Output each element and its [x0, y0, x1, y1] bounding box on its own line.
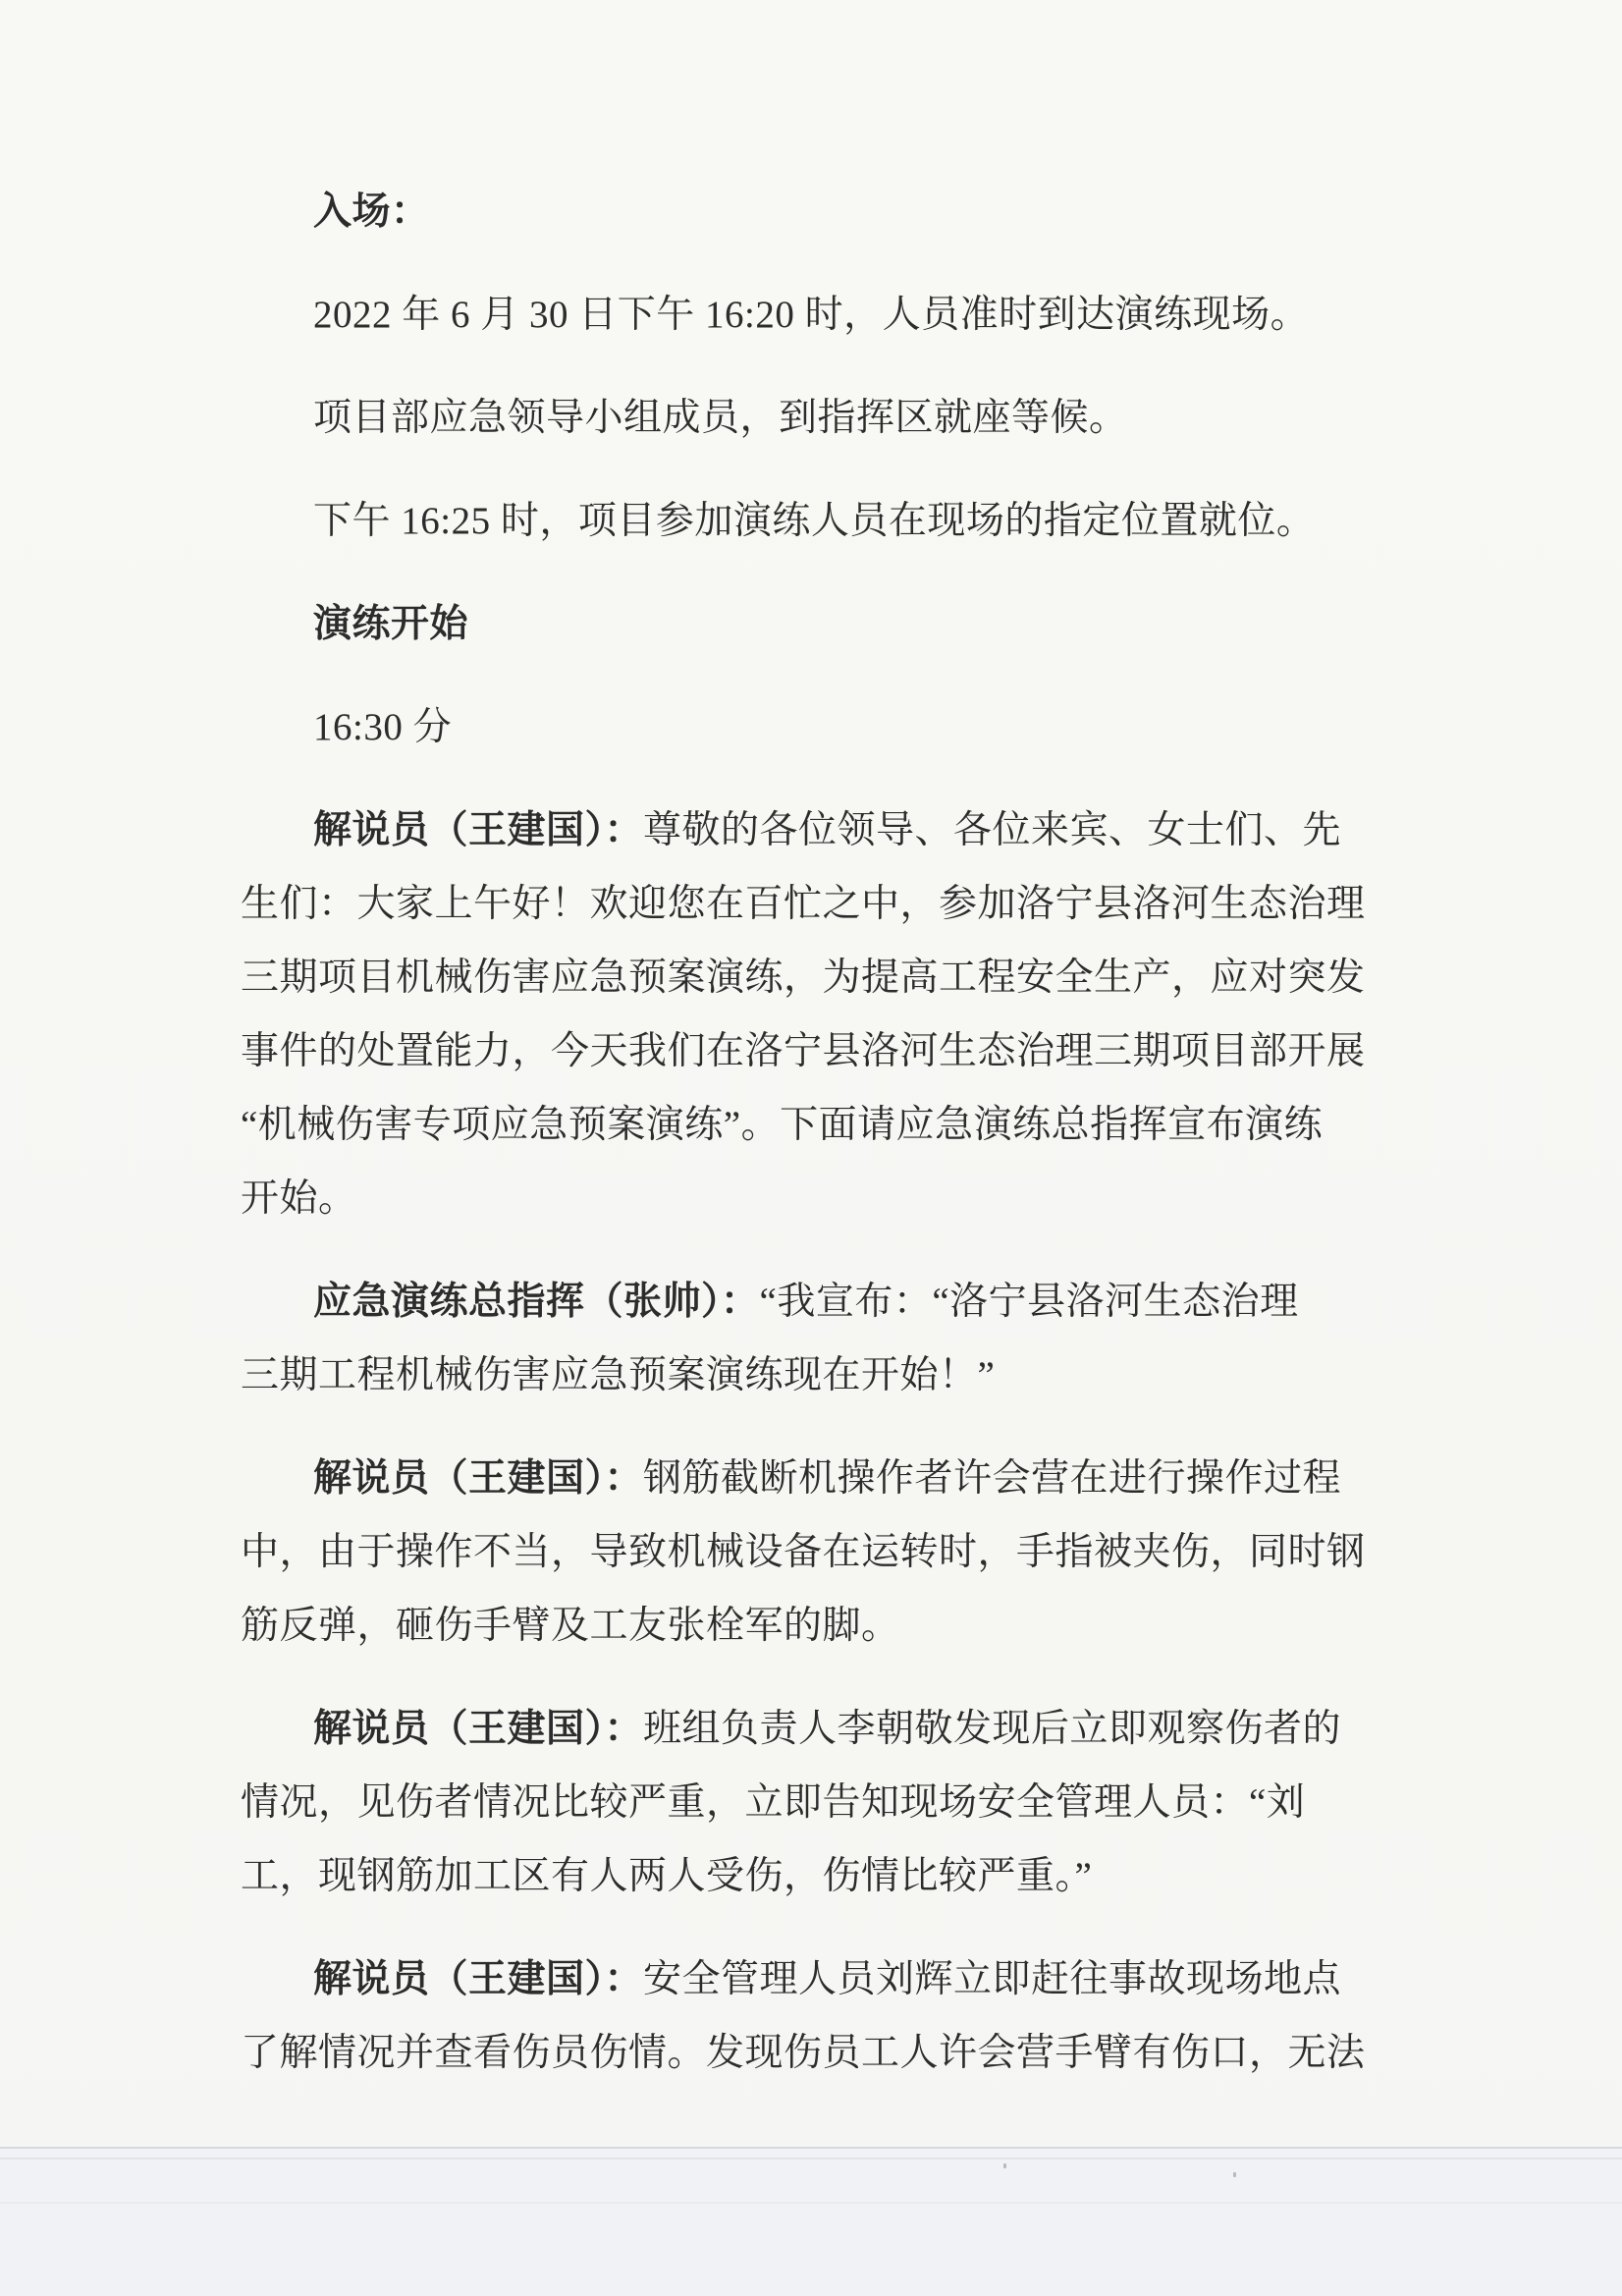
line-text: 三期工程机械伤害应急预案演练现在开始！” [241, 1354, 996, 1396]
dialogue-line [241, 793, 1394, 867]
line-text: 安全管理人员刘辉立即赶往事故现场地点 [643, 1958, 1342, 2000]
line-text: 事件的处置能力，今天我们在洛宁县洛河生态治理三期项目部开展 [241, 1030, 1366, 1072]
line-text: 尊敬的各位领导、各位来宾、女士们、先 [643, 809, 1342, 851]
line-text: 情况，见伤者情况比较严重，立即告知现场安全管理人员：“刘 [241, 1781, 1306, 1824]
line-text: “我宣布：“洛宁县洛河生态治理 [759, 1281, 1299, 1323]
speaker-name: 应急演练总指挥（张帅）： [313, 1281, 760, 1323]
line-text: 生们：大家上午好！欢迎您在百忙之中，参加洛宁县洛河生态治理 [241, 883, 1366, 925]
line-text: 工，现钢筋加工区有人两人受伤，伤情比较严重。” [241, 1855, 1093, 1897]
text-line [241, 1088, 1394, 1162]
text-line [241, 1162, 1394, 1235]
text-line [241, 381, 1394, 455]
paragraph-leaders-seated [241, 381, 1394, 455]
document-content [241, 175, 1394, 2119]
dialogue-line [241, 1692, 1394, 1766]
paragraph-entry-heading [241, 175, 1394, 248]
heading-line [241, 175, 1394, 248]
scan-artifact-line [0, 2202, 1622, 2204]
paragraph-drill-start-heading [241, 587, 1394, 661]
paragraph-narrator-foreman-report [241, 1692, 1394, 1913]
text-line [241, 1014, 1394, 1088]
paragraph-arrival-time [241, 278, 1394, 352]
paragraph-chief-announcement [241, 1265, 1394, 1412]
line-text: 下午 16:25 时，项目参加演练人员在现场的指定位置就位。 [313, 500, 1316, 542]
scan-speck [1233, 2172, 1236, 2177]
text-line [241, 278, 1394, 352]
text-line [241, 2016, 1394, 2090]
speaker-name: 解说员（王建国）： [313, 1457, 644, 1500]
line-text: 班组负责人李朝敬发现后立即观察伤者的 [643, 1708, 1342, 1750]
scan-artifact-band [0, 2147, 1622, 2296]
heading-text: 入场： [313, 191, 430, 233]
line-text: 筋反弹，砸伤手臂及工友张栓军的脚。 [241, 1605, 900, 1647]
text-line [241, 484, 1394, 558]
line-text: “机械伤害专项应急预案演练”。下面请应急演练总指挥宣布演练 [241, 1104, 1324, 1146]
text-line [241, 1766, 1394, 1839]
paragraph-narrator-accident [241, 1442, 1394, 1663]
text-line [241, 867, 1394, 941]
scan-speck [1003, 2163, 1006, 2168]
heading-line [241, 587, 1394, 661]
paragraph-narrator-safety-officer [241, 1942, 1394, 2090]
speaker-name: 解说员（王建国）： [313, 809, 644, 851]
line-text: 了解情况并查看伤员伤情。发现伤员工人许会营手臂有伤口，无法 [241, 2032, 1366, 2074]
speaker-name: 解说员（王建国）： [313, 1958, 644, 2000]
text-line [241, 1589, 1394, 1663]
text-line [241, 941, 1394, 1014]
line-text: 中，由于操作不当，导致机械设备在运转时，手指被夹伤，同时钢 [241, 1531, 1366, 1573]
line-text: 项目部应急领导小组成员，到指挥区就座等候。 [313, 397, 1128, 439]
paragraph-narrator-welcome [241, 793, 1394, 1235]
dialogue-line [241, 1942, 1394, 2016]
paragraph-participants-in-place [241, 484, 1394, 558]
dialogue-line [241, 1265, 1394, 1339]
line-text: 开始。 [241, 1177, 357, 1220]
text-line [241, 1339, 1394, 1412]
heading-text: 演练开始 [313, 603, 469, 645]
line-text: 16:30 分 [313, 706, 453, 748]
line-text: 三期项目机械伤害应急预案演练，为提高工程安全生产，应对突发 [241, 957, 1366, 999]
scan-artifact-line [0, 2147, 1622, 2149]
line-text: 2022 年 6 月 30 日下午 16:20 时，人员准时到达演练现场。 [313, 294, 1310, 336]
text-line [241, 1839, 1394, 1913]
speaker-name: 解说员（王建国）： [313, 1708, 644, 1750]
paragraph-time-1630 [241, 690, 1394, 764]
scan-artifact-line [0, 2158, 1622, 2159]
dialogue-line [241, 1442, 1394, 1515]
line-text: 钢筋截断机操作者许会营在进行操作过程 [643, 1457, 1342, 1500]
text-line [241, 690, 1394, 764]
text-line [241, 1515, 1394, 1589]
